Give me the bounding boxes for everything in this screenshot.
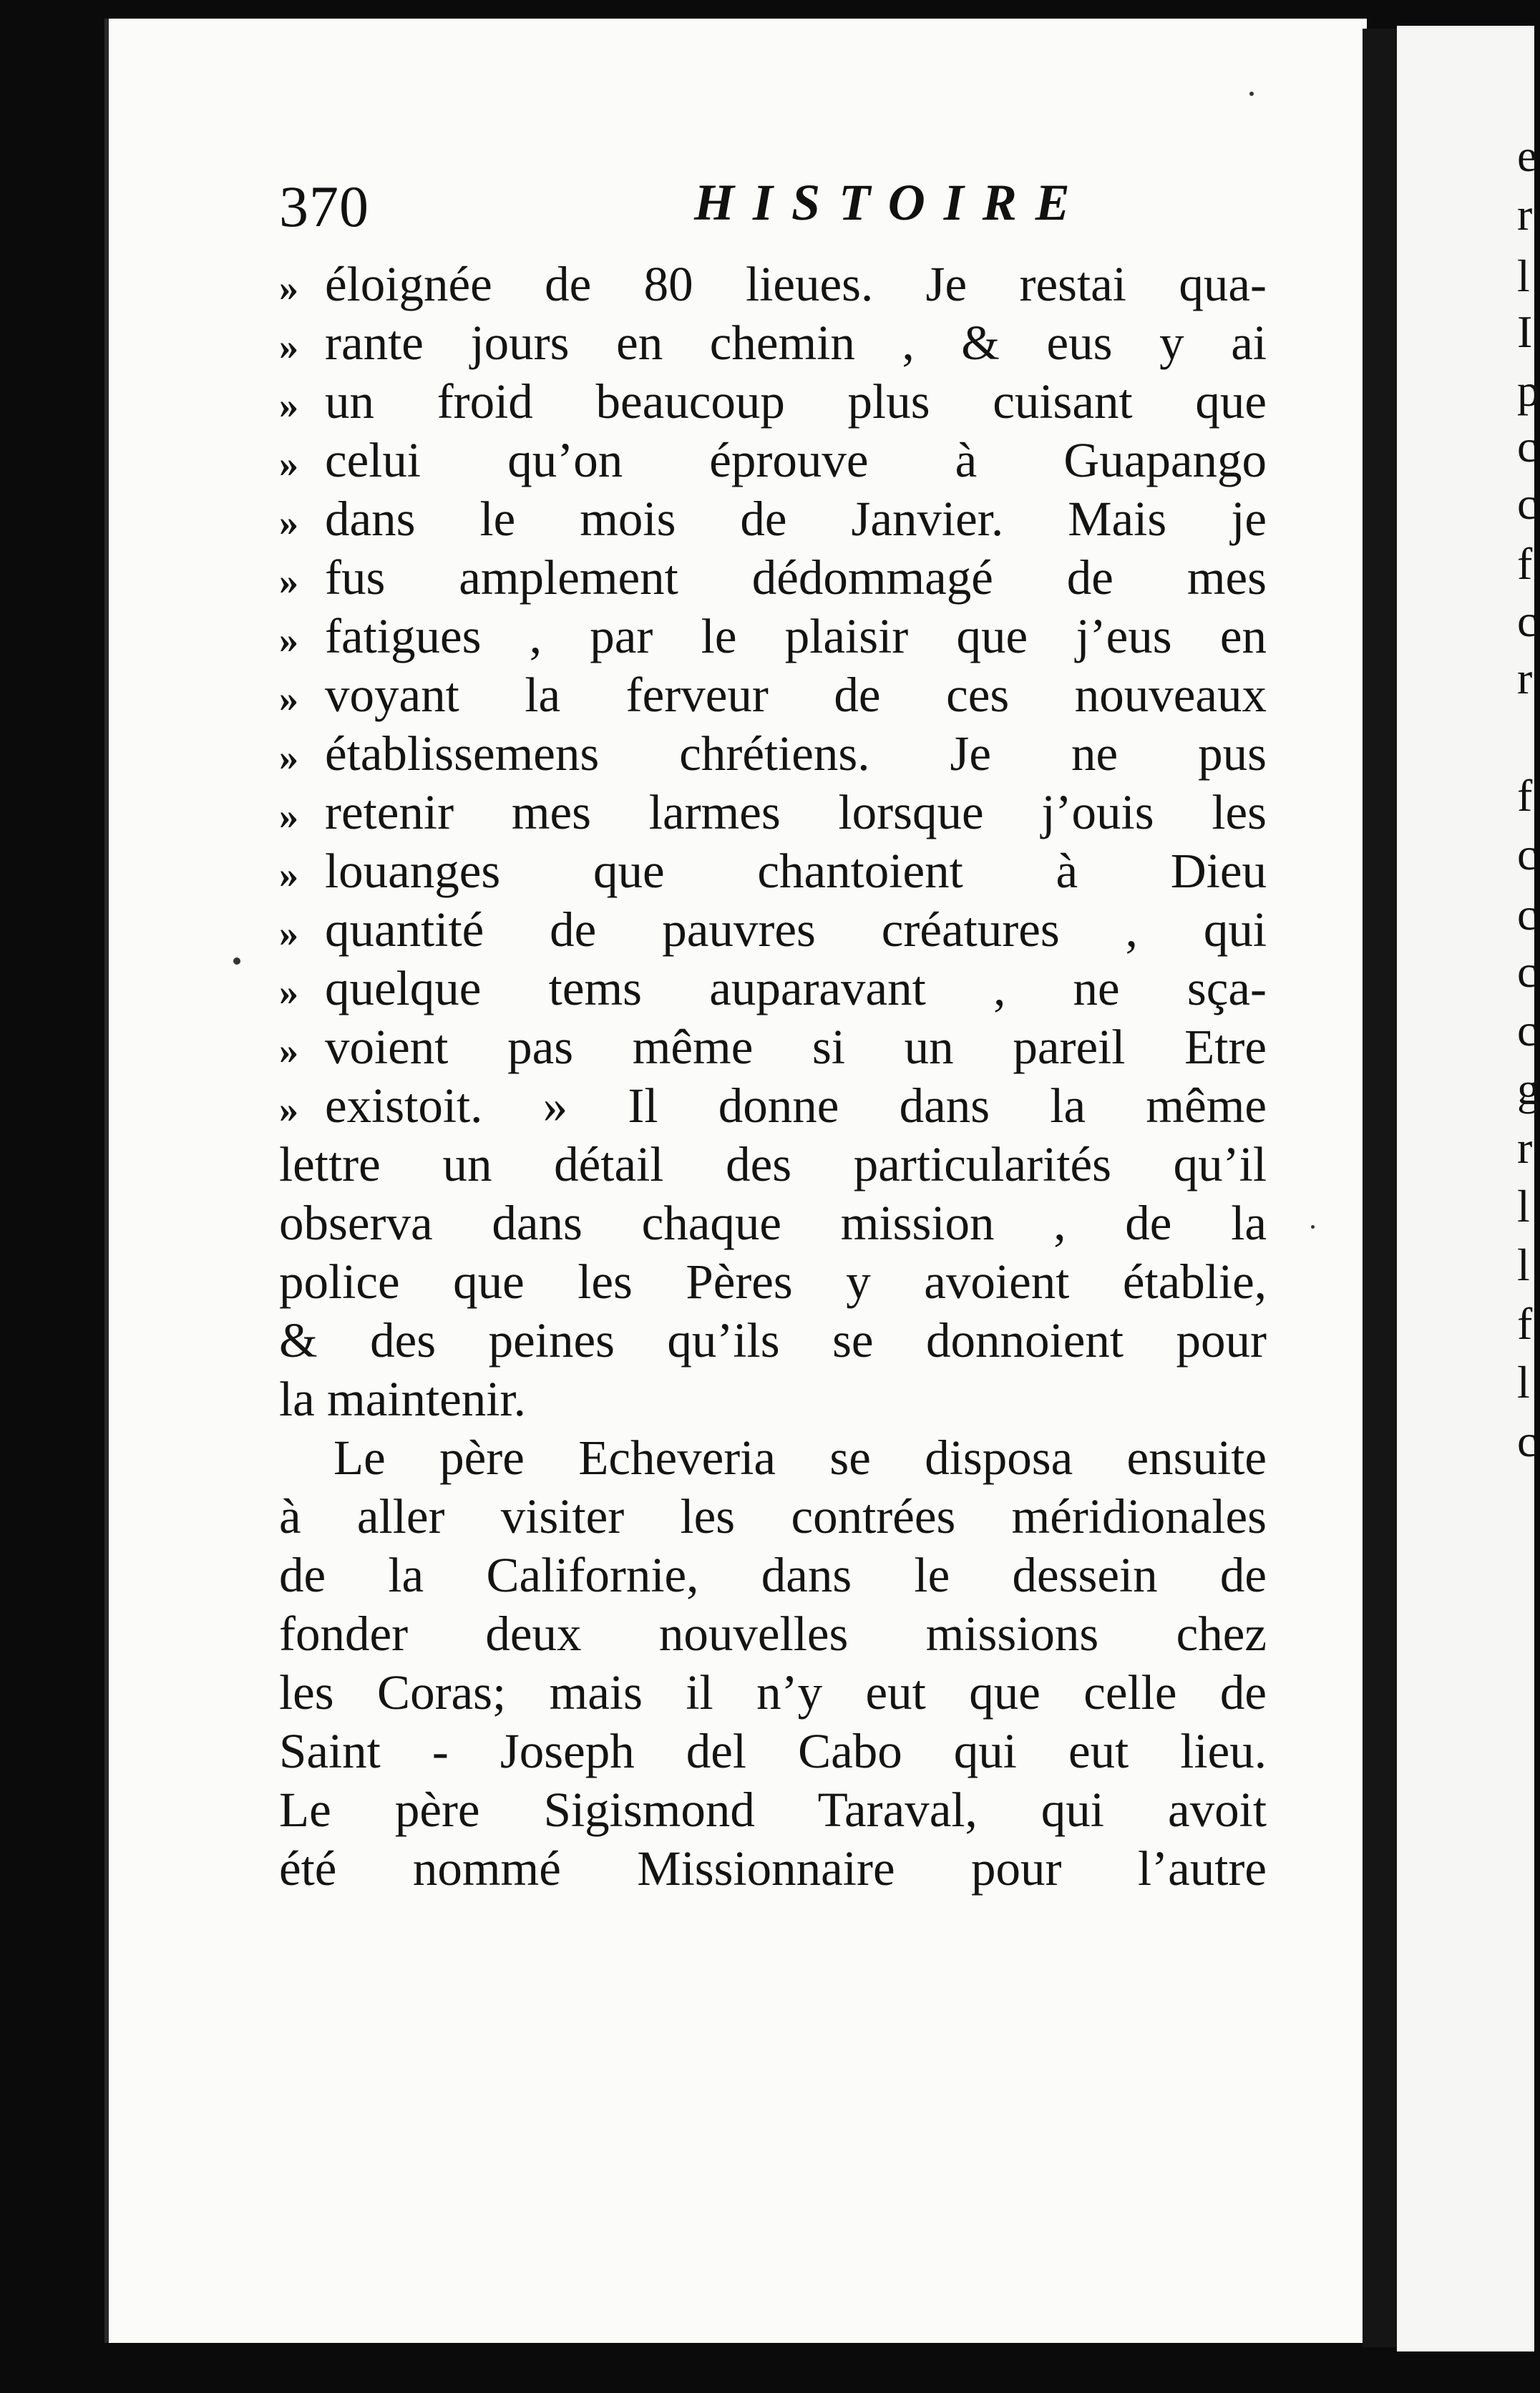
facing-page-letter: l [1517,1181,1530,1232]
quote-mark: » [279,1029,298,1072]
quote-mark: » [279,618,298,661]
facing-page-letter: f [1517,1298,1533,1349]
text-line [279,431,1267,489]
running-title: HISTOIRE [694,174,1088,231]
facing-page-letter: r [1517,1122,1533,1173]
facing-page-letter: c [1517,421,1538,472]
line-text: à aller visiter les contrées méridionales [279,1489,1267,1544]
line-text: observa dans chaque mission , de la [279,1196,1267,1250]
quote-mark: » [279,970,298,1013]
text-line [279,255,1267,313]
text-line [279,666,1267,724]
text-line [279,1839,1267,1898]
line-text: la maintenir. [279,1372,526,1426]
line-text: Le père Sigismond Taraval, qui avoit [279,1783,1267,1837]
line-text: éloignée de 80 lieues. Je restai qua- [325,257,1267,311]
text-line [279,1428,1267,1487]
line-text: rante jours en chemin , & eus y ai [325,316,1267,370]
quote-mark: » [279,325,298,368]
facing-page-letter: I [1517,306,1533,357]
facing-page-edge [1397,26,1540,2351]
text-line [279,1311,1267,1370]
book-gutter [1363,29,1397,2347]
quote-mark: » [279,266,298,309]
text-line [279,1076,1267,1135]
line-text: fatigues , par le plaisir que j’eus en [325,609,1267,663]
text-line [279,548,1267,607]
text-line [279,489,1267,548]
quote-mark: » [279,736,298,779]
text-line [279,1370,1267,1428]
facing-page-letter: r [1517,653,1533,703]
body-text [279,255,1267,1898]
text-line [279,1252,1267,1311]
line-text: existoit. » Il donne dans la même [325,1078,1267,1133]
line-text: louanges que chantoient à Dieu [325,844,1267,898]
facing-page-letter: l [1517,250,1530,301]
text-line [279,1135,1267,1194]
facing-page-letter: c [1517,829,1538,879]
facing-page-letter: e [1517,130,1538,181]
line-text: établissemens chrétiens. Je ne pus [325,726,1267,781]
line-text: fus amplement dédommagé de mes [325,550,1267,605]
page-header [279,173,1267,252]
line-text: fonder deux nouvelles missions chez [279,1607,1267,1661]
facing-page-letter: c [1517,1005,1538,1056]
quote-mark: » [279,560,298,603]
print-speck [1249,92,1254,96]
text-line [279,372,1267,431]
line-text: retenir mes larmes lorsque j’ouis les [325,785,1267,839]
line-text: de la Californie, dans le dessein de [279,1548,1267,1602]
page-number: 370 [279,174,369,239]
line-text: voient pas même si un pareil Etre [325,1020,1267,1074]
facing-page-letter: c [1517,595,1538,646]
text-line [279,1018,1267,1076]
text-line [279,783,1267,842]
facing-page-letter: c [1517,1415,1538,1466]
text-line [279,313,1267,372]
line-text: Saint - Joseph del Cabo qui eut lieu. [279,1724,1267,1778]
text-line [279,1546,1267,1604]
facing-page-letter: p [1517,365,1540,416]
text-line [279,900,1267,959]
quote-mark: » [279,384,298,427]
line-text: quelque tems auparavant , ne sça- [325,961,1267,1015]
line-text: été nommé Missionnaire pour l’autre [279,1841,1267,1896]
text-line [279,724,1267,783]
line-text: quantité de pauvres créatures , qui [325,902,1267,957]
print-speck [233,957,240,965]
line-text: Le père Echeveria se disposa ensuite [333,1431,1267,1485]
line-text: police que les Pères y avoient établie, [279,1254,1267,1309]
line-text: un froid beaucoup plus cuisant que [325,374,1267,429]
facing-page-letter: r [1517,189,1533,240]
text-line [279,842,1267,900]
print-speck [1311,1225,1315,1229]
quote-mark: » [279,912,298,955]
facing-page-letter: g [1517,1063,1540,1114]
facing-page-letter: c [1517,478,1538,529]
line-text: lettre un détail des particularités qu’il [279,1137,1267,1191]
facing-page-letter: c [1517,946,1538,997]
text-line [279,959,1267,1018]
quote-mark: » [279,677,298,720]
facing-page-letter: f [1517,538,1533,589]
text-line [279,1722,1267,1780]
facing-page-letter: c [1517,889,1538,940]
facing-page-letter: l [1517,1357,1530,1408]
quote-mark: » [279,794,298,837]
facing-page-letter: f [1517,770,1533,821]
line-text: & des peines qu’ils se donnoient pour [279,1313,1267,1368]
line-text: voyant la ferveur de ces nouveaux [325,668,1267,722]
quote-mark: » [279,853,298,896]
text-line [279,607,1267,666]
text-line [279,1194,1267,1252]
text-line [279,1604,1267,1663]
line-text: les Coras; mais il n’y eut que celle de [279,1665,1267,1720]
facing-page-letter: l [1517,1239,1530,1290]
text-line [279,1663,1267,1722]
quote-mark: » [279,442,298,485]
quote-mark: » [279,501,298,544]
quote-mark: » [279,1088,298,1131]
text-line [279,1487,1267,1546]
line-text: celui qu’on éprouve à Guapango [325,433,1267,487]
text-line [279,1780,1267,1839]
line-text: dans le mois de Janvier. Mais je [325,492,1267,546]
